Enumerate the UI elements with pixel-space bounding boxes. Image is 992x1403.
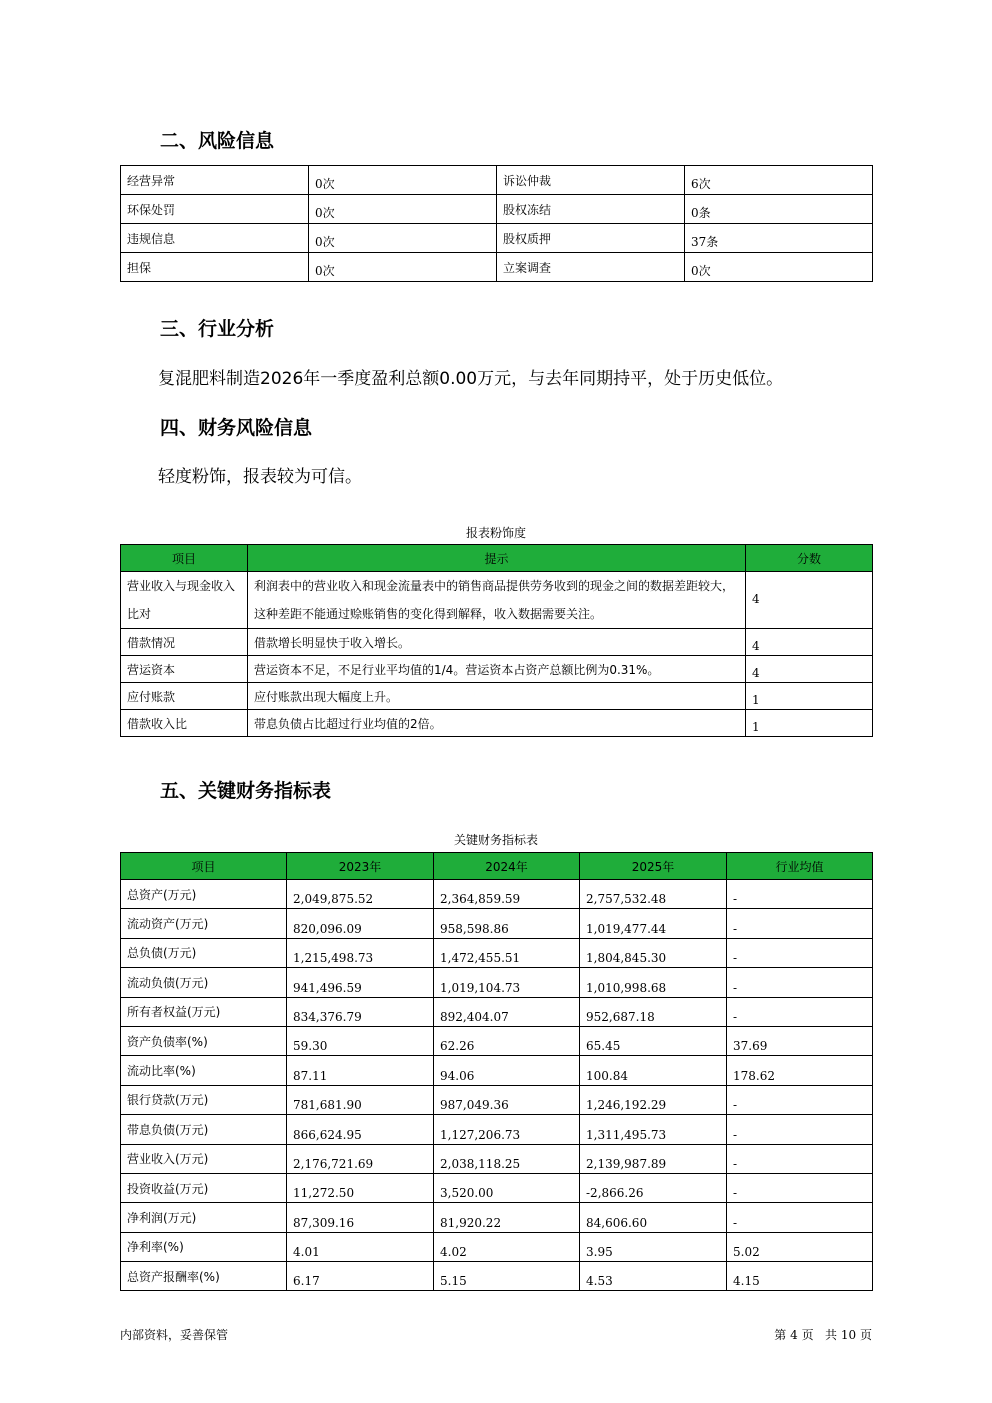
indicator-value-cell: 59.30 bbox=[287, 1026, 434, 1055]
table-row bbox=[121, 572, 873, 629]
section-title-financial-risk: 四、财务风险信息 bbox=[160, 417, 313, 439]
item-cell: 借款情况 bbox=[121, 629, 248, 656]
indicator-value-cell: 952,687.18 bbox=[580, 997, 727, 1026]
indicator-value-cell: 1,010,998.68 bbox=[580, 968, 727, 997]
indicator-value-cell: 2,049,875.52 bbox=[287, 880, 434, 909]
table-row bbox=[121, 1173, 873, 1202]
indicator-name-cell: 总资产(万元) bbox=[121, 880, 287, 909]
indicator-name-cell: 流动负债(万元) bbox=[121, 968, 287, 997]
column-header: 2025年 bbox=[580, 853, 727, 880]
indicator-value-cell: 2,038,118.25 bbox=[434, 1144, 580, 1173]
item-cell: 营运资本 bbox=[121, 656, 248, 683]
total-pages: 10 bbox=[840, 1328, 857, 1342]
risk-label: 违规信息 bbox=[121, 224, 309, 253]
table-row bbox=[121, 1232, 873, 1261]
page-suffix: 页 bbox=[859, 1328, 872, 1342]
item-cell: 借款收入比 bbox=[121, 710, 248, 737]
indicator-name-cell: 流动比率(%) bbox=[121, 1056, 287, 1085]
column-header: 分数 bbox=[746, 545, 873, 572]
indicator-value-cell: 892,404.07 bbox=[434, 997, 580, 1026]
indicator-name-cell: 总负债(万元) bbox=[121, 938, 287, 967]
risk-value: 0次 bbox=[309, 166, 497, 195]
hint-cell: 营运资本不足，不足行业平均值的1/4。营运资本占资产总额比例为0.31%。 bbox=[248, 656, 746, 683]
page-prefix: 第 bbox=[774, 1328, 787, 1342]
item-cell: 应付账款 bbox=[121, 683, 248, 710]
indicator-name-cell: 投资收益(万元) bbox=[121, 1173, 287, 1202]
financial-risk-text: 轻度粉饰，报表较为可信。 bbox=[158, 467, 362, 487]
risk-value: 0次 bbox=[309, 224, 497, 253]
indicator-value-cell: 958,598.86 bbox=[434, 909, 580, 938]
score-cell: 4 bbox=[746, 572, 873, 629]
footer-page-number bbox=[774, 1326, 872, 1343]
indicator-value-cell: 37.69 bbox=[727, 1026, 873, 1055]
page-mid: 页 共 bbox=[801, 1328, 838, 1342]
indicator-value-cell: 5.15 bbox=[434, 1262, 580, 1291]
column-header: 项目 bbox=[121, 853, 287, 880]
table-row bbox=[121, 1056, 873, 1085]
indicator-value-cell: 1,804,845.30 bbox=[580, 938, 727, 967]
table-row bbox=[121, 224, 873, 253]
hint-cell: 利润表中的营业收入和现金流量表中的销售商品提供劳务收到的现金之间的数据差距较大，这种差距不能通过赊账销售的变化得到解释，收入数据需要关注。 bbox=[248, 572, 746, 629]
indicator-name-cell: 净利率(%) bbox=[121, 1232, 287, 1261]
indicator-name-cell: 所有者权益(万元) bbox=[121, 997, 287, 1026]
table-row bbox=[121, 1085, 873, 1114]
indicator-value-cell: 178.62 bbox=[727, 1056, 873, 1085]
indicator-value-cell: 6.17 bbox=[287, 1262, 434, 1291]
indicator-value-cell: - bbox=[727, 1144, 873, 1173]
table-row bbox=[121, 1115, 873, 1144]
risk-value: 0次 bbox=[309, 195, 497, 224]
risk-label: 立案调查 bbox=[497, 253, 685, 282]
indicator-value-cell: 3,520.00 bbox=[434, 1173, 580, 1202]
indicator-value-cell: 1,472,455.51 bbox=[434, 938, 580, 967]
indicator-value-cell: - bbox=[727, 880, 873, 909]
indicator-value-cell: -2,866.26 bbox=[580, 1173, 727, 1202]
column-header: 2023年 bbox=[287, 853, 434, 880]
indicator-value-cell: 820,096.09 bbox=[287, 909, 434, 938]
table-row bbox=[121, 629, 873, 656]
indicator-value-cell: 4.53 bbox=[580, 1262, 727, 1291]
indicator-value-cell: 2,176,721.69 bbox=[287, 1144, 434, 1173]
score-cell: 4 bbox=[746, 629, 873, 656]
table-row bbox=[121, 166, 873, 195]
item-cell: 营业收入与现金收入比对 bbox=[121, 572, 248, 629]
indicator-value-cell: 1,019,477.44 bbox=[580, 909, 727, 938]
indicator-value-cell: 1,127,206.73 bbox=[434, 1115, 580, 1144]
indicator-value-cell: - bbox=[727, 1173, 873, 1202]
indicator-value-cell: 87.11 bbox=[287, 1056, 434, 1085]
indicator-value-cell: 834,376.79 bbox=[287, 997, 434, 1026]
embellish-table-caption: 报表粉饰度 bbox=[465, 526, 526, 540]
indicator-value-cell: 62.26 bbox=[434, 1026, 580, 1055]
indicator-value-cell: 1,215,498.73 bbox=[287, 938, 434, 967]
indicator-value-cell: 4.15 bbox=[727, 1262, 873, 1291]
table-row bbox=[121, 1262, 873, 1291]
indicator-name-cell: 营业收入(万元) bbox=[121, 1144, 287, 1173]
risk-label: 股权质押 bbox=[497, 224, 685, 253]
risk-value: 6次 bbox=[685, 166, 873, 195]
section-title-industry: 三、行业分析 bbox=[160, 318, 275, 340]
table-row bbox=[121, 1026, 873, 1055]
risk-label: 环保处罚 bbox=[121, 195, 309, 224]
column-header: 2024年 bbox=[434, 853, 580, 880]
current-page: 4 bbox=[790, 1328, 798, 1342]
indicator-name-cell: 带息负债(万元) bbox=[121, 1115, 287, 1144]
indicator-value-cell: 941,496.59 bbox=[287, 968, 434, 997]
indicator-value-cell: 987,049.36 bbox=[434, 1085, 580, 1114]
column-header: 提示 bbox=[248, 545, 746, 572]
risk-value: 37条 bbox=[685, 224, 873, 253]
hint-cell: 借款增长明显快于收入增长。 bbox=[248, 629, 746, 656]
indicator-value-cell: 2,757,532.48 bbox=[580, 880, 727, 909]
table-row bbox=[121, 710, 873, 737]
indicator-value-cell: - bbox=[727, 938, 873, 967]
key-table-caption: 关键财务指标表 bbox=[453, 833, 538, 847]
risk-label: 经营异常 bbox=[121, 166, 309, 195]
indicator-value-cell: 81,920.22 bbox=[434, 1203, 580, 1232]
risk-value: 0次 bbox=[685, 253, 873, 282]
table-row bbox=[121, 968, 873, 997]
indicator-name-cell: 净利润(万元) bbox=[121, 1203, 287, 1232]
indicator-value-cell: 11,272.50 bbox=[287, 1173, 434, 1202]
footer-confidential: 内部资料，妥善保管 bbox=[120, 1328, 229, 1342]
indicator-value-cell: 94.06 bbox=[434, 1056, 580, 1085]
indicator-name-cell: 银行贷款(万元) bbox=[121, 1085, 287, 1114]
table-row bbox=[121, 656, 873, 683]
column-header: 项目 bbox=[121, 545, 248, 572]
indicator-value-cell: 1,311,495.73 bbox=[580, 1115, 727, 1144]
indicator-value-cell: 2,364,859.59 bbox=[434, 880, 580, 909]
indicator-value-cell: 866,624.95 bbox=[287, 1115, 434, 1144]
table-row bbox=[121, 997, 873, 1026]
section-title-risk: 二、风险信息 bbox=[160, 130, 275, 152]
embellish-table bbox=[120, 544, 873, 737]
table-row bbox=[121, 880, 873, 909]
table-row bbox=[121, 683, 873, 710]
table-header-row bbox=[121, 545, 873, 572]
hint-cell: 应付账款出现大幅度上升。 bbox=[248, 683, 746, 710]
score-cell: 4 bbox=[746, 656, 873, 683]
score-cell: 1 bbox=[746, 683, 873, 710]
key-financial-table bbox=[120, 852, 873, 1291]
indicator-name-cell: 总资产报酬率(%) bbox=[121, 1262, 287, 1291]
table-row bbox=[121, 938, 873, 967]
indicator-value-cell: 1,246,192.29 bbox=[580, 1085, 727, 1114]
section-title-key-indicators: 五、关键财务指标表 bbox=[160, 780, 332, 802]
indicator-value-cell: - bbox=[727, 909, 873, 938]
indicator-value-cell: - bbox=[727, 1115, 873, 1144]
table-row bbox=[121, 909, 873, 938]
indicator-value-cell: - bbox=[727, 997, 873, 1026]
indicator-value-cell: 4.02 bbox=[434, 1232, 580, 1261]
table-row bbox=[121, 195, 873, 224]
risk-label: 诉讼仲裁 bbox=[497, 166, 685, 195]
risk-info-table bbox=[120, 165, 873, 282]
risk-value: 0次 bbox=[309, 253, 497, 282]
table-header-row bbox=[121, 853, 873, 880]
indicator-value-cell: 65.45 bbox=[580, 1026, 727, 1055]
indicator-value-cell: - bbox=[727, 968, 873, 997]
indicator-value-cell: 100.84 bbox=[580, 1056, 727, 1085]
indicator-value-cell: 4.01 bbox=[287, 1232, 434, 1261]
risk-label: 股权冻结 bbox=[497, 195, 685, 224]
industry-analysis-text: 复混肥料制造2026年一季度盈利总额0.00万元，与去年同期持平，处于历史低位。 bbox=[158, 369, 784, 389]
indicator-value-cell: 87,309.16 bbox=[287, 1203, 434, 1232]
table-row bbox=[121, 1203, 873, 1232]
indicator-value-cell: 1,019,104.73 bbox=[434, 968, 580, 997]
indicator-value-cell: 781,681.90 bbox=[287, 1085, 434, 1114]
table-row bbox=[121, 1144, 873, 1173]
column-header: 行业均值 bbox=[727, 853, 873, 880]
table-row bbox=[121, 253, 873, 282]
indicator-name-cell: 资产负债率(%) bbox=[121, 1026, 287, 1055]
hint-cell: 带息负债占比超过行业均值的2倍。 bbox=[248, 710, 746, 737]
score-cell: 1 bbox=[746, 710, 873, 737]
risk-value: 0条 bbox=[685, 195, 873, 224]
indicator-value-cell: 2,139,987.89 bbox=[580, 1144, 727, 1173]
risk-label: 担保 bbox=[121, 253, 309, 282]
indicator-value-cell: 5.02 bbox=[727, 1232, 873, 1261]
indicator-value-cell: - bbox=[727, 1085, 873, 1114]
indicator-name-cell: 流动资产(万元) bbox=[121, 909, 287, 938]
indicator-value-cell: 3.95 bbox=[580, 1232, 727, 1261]
indicator-value-cell: 84,606.60 bbox=[580, 1203, 727, 1232]
indicator-value-cell: - bbox=[727, 1203, 873, 1232]
